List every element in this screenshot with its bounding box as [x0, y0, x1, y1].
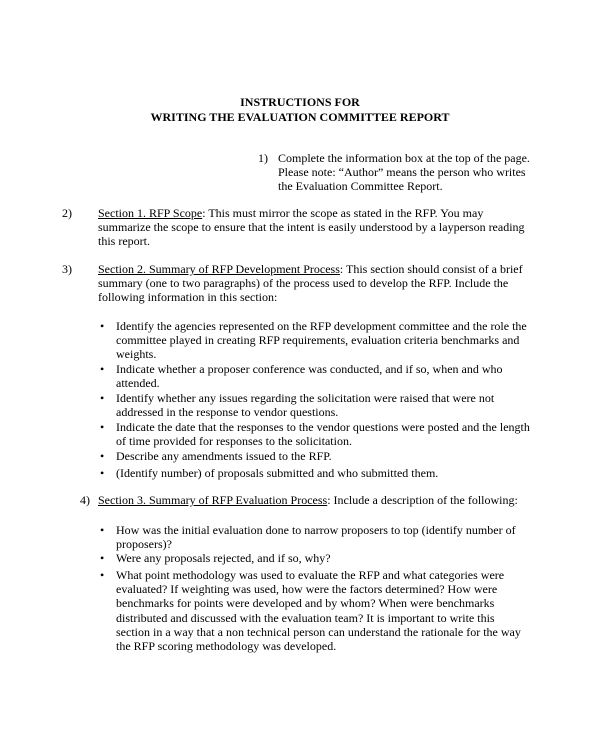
list-item-line: Indicate whether a proposer conference was conducted, and if so, when and who: [116, 362, 503, 376]
bullet-icon: •: [100, 362, 105, 376]
bullet-icon: •: [100, 319, 105, 333]
bullet-icon: •: [100, 551, 105, 565]
item-4-line: : Include a description of the following:: [327, 493, 518, 507]
title-line-1: INSTRUCTIONS FOR: [240, 95, 360, 109]
section-3-heading: Section 3. Summary of RFP Evaluation Process: [98, 493, 328, 507]
item-4-number: 4): [80, 493, 90, 507]
list-item-line: distributed and discussed with the evaluation team? It is important to write this: [116, 610, 495, 625]
list-item-line: committee played in creating RFP requirements, evaluation criteria benchmarks and: [116, 333, 520, 348]
list-item-line: What point methodology was used to evaluate the RFP and what categories were: [116, 568, 505, 582]
item-3-line: following information in this section:: [98, 290, 278, 305]
item-2-line: : This must mirror the scope as stated in the RFP. You may: [202, 206, 484, 220]
item-3-line: summary (one to two paragraphs) of the process used to develop the RFP. Include the: [98, 276, 509, 291]
title-line-2: WRITING THE EVALUATION COMMITTEE REPORT: [150, 110, 450, 124]
bullet-icon: •: [100, 391, 105, 405]
list-item-line: weights.: [116, 347, 157, 362]
bullet-icon: •: [100, 449, 105, 463]
item-3-number: 3): [62, 262, 72, 276]
list-item-line: proposers)?: [116, 537, 172, 552]
list-item: [100, 420, 530, 449]
list-item-line: addressed in the response to vendor questions.: [116, 405, 339, 420]
list-item-line: the RFP scoring methodology was developed.: [116, 639, 337, 654]
item-3-line: : This section should consist of a brief: [339, 262, 523, 276]
section-1-heading: Section 1. RFP Scope: [98, 206, 203, 220]
item-2-number: 2): [62, 206, 72, 220]
item-1-text: [278, 151, 530, 194]
item-2-text: [98, 206, 525, 249]
list-item-line: of time provided for responses to the solicitation.: [116, 434, 352, 449]
list-item: [100, 391, 495, 420]
list-item: [100, 568, 521, 654]
bullet-icon: •: [100, 420, 105, 434]
list-item: [100, 466, 439, 480]
list-item-line: benchmarks for points were developed and by whom? When were benchmarks: [116, 596, 495, 611]
item-1-line: Please note: “Author” means the person who writes: [278, 165, 526, 180]
item-1-line: Complete the information box at the top of the page.: [278, 151, 530, 165]
list-item: [100, 449, 332, 463]
list-item-line: Were any proposals rejected, and if so, why?: [116, 551, 331, 565]
bullet-icon: •: [100, 523, 105, 537]
list-item: [100, 319, 527, 362]
item-4-text: [98, 493, 518, 507]
list-item-line: (Identify number) of proposals submitted and who submitted them.: [116, 466, 439, 480]
list-item-line: Indicate the date that the responses to the vendor questions were posted and the length: [116, 420, 530, 434]
list-item-line: Identify whether any issues regarding the solicitation were raised that were not: [116, 391, 495, 405]
list-item: [100, 362, 503, 391]
list-item: [100, 523, 516, 552]
bullet-icon: •: [100, 466, 105, 480]
list-item-line: How was the initial evaluation done to narrow proposers to top (identify number of: [116, 523, 516, 537]
item-2-line: summarize the scope to ensure that the intent is easily understood by a layperson reading: [98, 220, 525, 235]
list-item-line: Describe any amendments issued to the RFP.: [116, 449, 332, 463]
list-item-line: Identify the agencies represented on the RFP development committee and the role the: [116, 319, 527, 333]
item-1-line: the Evaluation Committee Report.: [278, 179, 443, 194]
item-2-line: this report.: [98, 234, 150, 249]
bullet-icon: •: [100, 568, 105, 582]
item-1-number: 1): [258, 151, 268, 165]
section-2-heading: Section 2. Summary of RFP Development Process: [98, 262, 340, 276]
list-item-line: section in a way that a non technical person can understand the rationale for the way: [116, 624, 521, 639]
item-3-text: [98, 262, 523, 305]
list-item: [100, 551, 331, 565]
list-item-line: attended.: [116, 376, 160, 391]
list-item-line: evaluated? If weighting was used, how were the factors determined? How were: [116, 582, 498, 597]
